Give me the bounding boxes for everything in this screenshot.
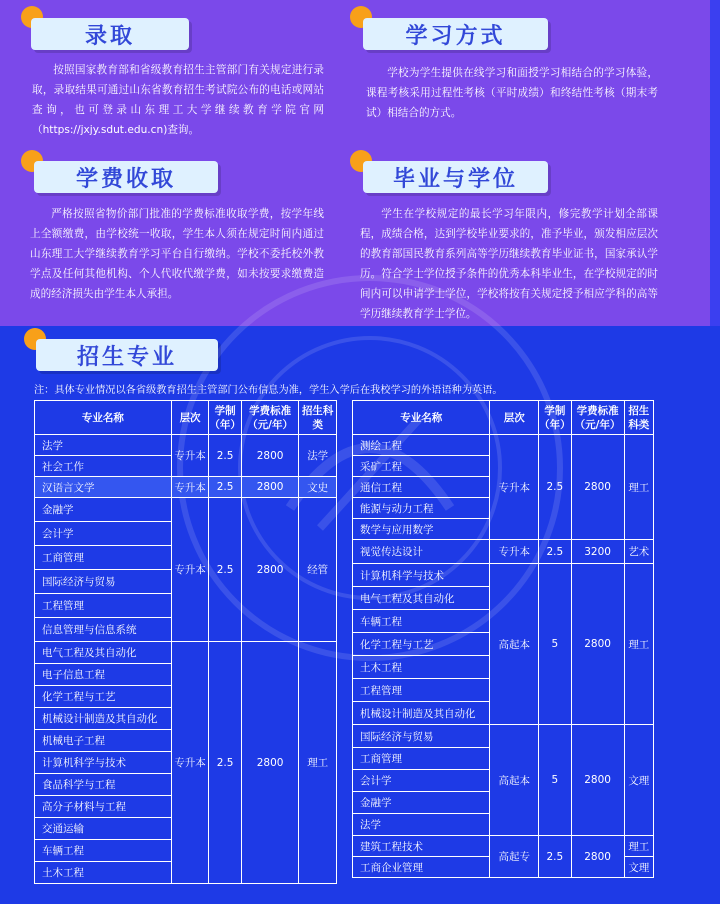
years-cell: 2.5: [209, 435, 242, 477]
table-row: 金融学: [353, 792, 490, 814]
table-row: 法学: [35, 435, 172, 456]
level-cell: 专升本: [171, 435, 209, 477]
fee-cell: 2800: [241, 642, 299, 884]
table-row: 交通运输: [35, 818, 172, 840]
majors-title: 招生专业: [36, 339, 218, 371]
category-cell: 理工: [299, 642, 337, 884]
years-cell: 2.5: [209, 642, 242, 884]
years-cell: 2.5: [539, 836, 572, 878]
level-cell: 专升本: [171, 498, 209, 642]
category-cell: 理工: [624, 836, 653, 857]
header-years: 学制（年）: [539, 401, 572, 435]
header-name: 专业名称: [35, 401, 172, 435]
header-fee: 学费标准（元/年）: [571, 401, 624, 435]
study-mode-text: 学校为学生提供在线学习和面授学习相结合的学习体验，课程考核采用过程性考核（平时成绩）和终结性考核（期末考试）相结合的方式。: [366, 67, 658, 119]
header-category: 招生科类: [299, 401, 337, 435]
table-row: 土木工程: [35, 862, 172, 884]
table-row: 汉语言文学: [35, 477, 172, 498]
admission-text: 按照国家教育部和省级教育招生主管部门有关规定进行录取，录取结果可通过山东省教育招生考试院公布的电话或网站查询，也可登录山东理工大学继续教育学院官网（https://jxjy.sdut.edu.cn)查询。: [32, 64, 324, 136]
tuition-text: 严格按照省物价部门批准的学费标准收取学费，按学年线上全额缴费，由学校统一收取，学生本人须在规定时间内通过山东理工大学继续教育学习平台自行缴纳。学校不委托校外教学点及任何其他机构、个人代收代缴学费，如未按要求缴费造成的经济损失由学生本人承担。: [30, 208, 324, 300]
fee-cell: 2800: [241, 498, 299, 642]
level-cell: 专升本: [490, 540, 539, 564]
level-cell: 高起本: [490, 564, 539, 725]
years-cell: 2.5: [209, 477, 242, 498]
level-cell: 专升本: [171, 642, 209, 884]
table-row: 社会工作: [35, 456, 172, 477]
fee-cell: 2800: [571, 836, 624, 878]
level-cell: 专升本: [171, 477, 209, 498]
graduation-title: 毕业与学位: [363, 161, 548, 193]
table-row: 金融学: [35, 498, 172, 522]
table-row: 通信工程: [353, 477, 490, 498]
table-row: 土木工程: [353, 656, 490, 679]
table-row: 机械设计制造及其自动化: [35, 708, 172, 730]
table-row: 国际经济与贸易: [353, 725, 490, 748]
majors-note: 注：具体专业情况以各省级教育招生主管部门公布信息为准，学生入学后在我校学习的外语语种为英语。: [34, 385, 503, 396]
years-cell: 5: [539, 564, 572, 725]
years-cell: 2.5: [539, 540, 572, 564]
table-row: 食品科学与工程: [35, 774, 172, 796]
table-row: 能源与动力工程: [353, 498, 490, 519]
table-row: 数学与应用数学: [353, 519, 490, 540]
header-years: 学制（年）: [209, 401, 242, 435]
table-row: 工程管理: [35, 594, 172, 618]
table-row: 化学工程与工艺: [35, 686, 172, 708]
table-row: 国际经济与贸易: [35, 570, 172, 594]
level-cell: 专升本: [490, 435, 539, 540]
table-row: 工商管理: [353, 748, 490, 770]
level-cell: 高起本: [490, 725, 539, 836]
table-row: 车辆工程: [353, 610, 490, 633]
fee-cell: 2800: [571, 435, 624, 540]
fee-cell: 2800: [571, 725, 624, 836]
table-row: 电气工程及其自动化: [353, 587, 490, 610]
table-row: 电气工程及其自动化: [35, 642, 172, 664]
majors-table-right: [352, 400, 654, 878]
category-cell: 文理: [624, 725, 653, 836]
table-row: 建筑工程技术: [353, 836, 490, 857]
table-row: 会计学: [35, 522, 172, 546]
table-row: 高分子材料与工程: [35, 796, 172, 818]
header-fee: 学费标准（元/年）: [241, 401, 299, 435]
header-name: 专业名称: [353, 401, 490, 435]
table-row: 工商管理: [35, 546, 172, 570]
years-cell: 2.5: [539, 435, 572, 540]
years-cell: 2.5: [209, 498, 242, 642]
graduation-text: 学生在学校规定的最长学习年限内，修完教学计划全部课程，成绩合格，达到学校毕业要求的，准予毕业，颁发相应层次的教育部国民教育系列高等学历继续教育毕业证书，国家承认学历。符合学士学位授予条件的优秀本科毕业生，在学校规定的时间内可以申请学士学位，学校将按有关规定授予相应学科的高等学历继续教育学士学位。: [360, 208, 658, 320]
table-row: 计算机科学与技术: [35, 752, 172, 774]
category-cell: 艺术: [624, 540, 653, 564]
fee-cell: 2800: [241, 477, 299, 498]
table-row: 电子信息工程: [35, 664, 172, 686]
table-row: 车辆工程: [35, 840, 172, 862]
table-row: 视觉传达设计: [353, 540, 490, 564]
fee-cell: 2800: [241, 435, 299, 477]
table-row: 计算机科学与技术: [353, 564, 490, 587]
tuition-title: 学费收取: [34, 161, 218, 193]
header-level: 层次: [490, 401, 539, 435]
category-cell: 理工: [624, 435, 653, 540]
fee-cell: 3200: [571, 540, 624, 564]
majors-table-left: [34, 400, 337, 884]
header-level: 层次: [171, 401, 209, 435]
header-category: 招生科类: [624, 401, 653, 435]
category-cell: 文理: [624, 857, 653, 878]
category-cell: 经管: [299, 498, 337, 642]
table-row: 信息管理与信息系统: [35, 618, 172, 642]
table-row: 采矿工程: [353, 456, 490, 477]
table-row: 工程管理: [353, 679, 490, 702]
category-cell: 理工: [624, 564, 653, 725]
category-cell: 文史: [299, 477, 337, 498]
table-row: 机械电子工程: [35, 730, 172, 752]
category-cell: 法学: [299, 435, 337, 477]
table-row: 工商企业管理: [353, 857, 490, 878]
admission-title: 录取: [31, 18, 189, 50]
years-cell: 5: [539, 725, 572, 836]
study-mode-title: 学习方式: [363, 18, 548, 50]
table-row: 化学工程与工艺: [353, 633, 490, 656]
table-row: 会计学: [353, 770, 490, 792]
table-row: 机械设计制造及其自动化: [353, 702, 490, 725]
level-cell: 高起专: [490, 836, 539, 878]
table-row: 法学: [353, 814, 490, 836]
table-row: 测绘工程: [353, 435, 490, 456]
fee-cell: 2800: [571, 564, 624, 725]
top-panel-edge: [710, 0, 720, 326]
